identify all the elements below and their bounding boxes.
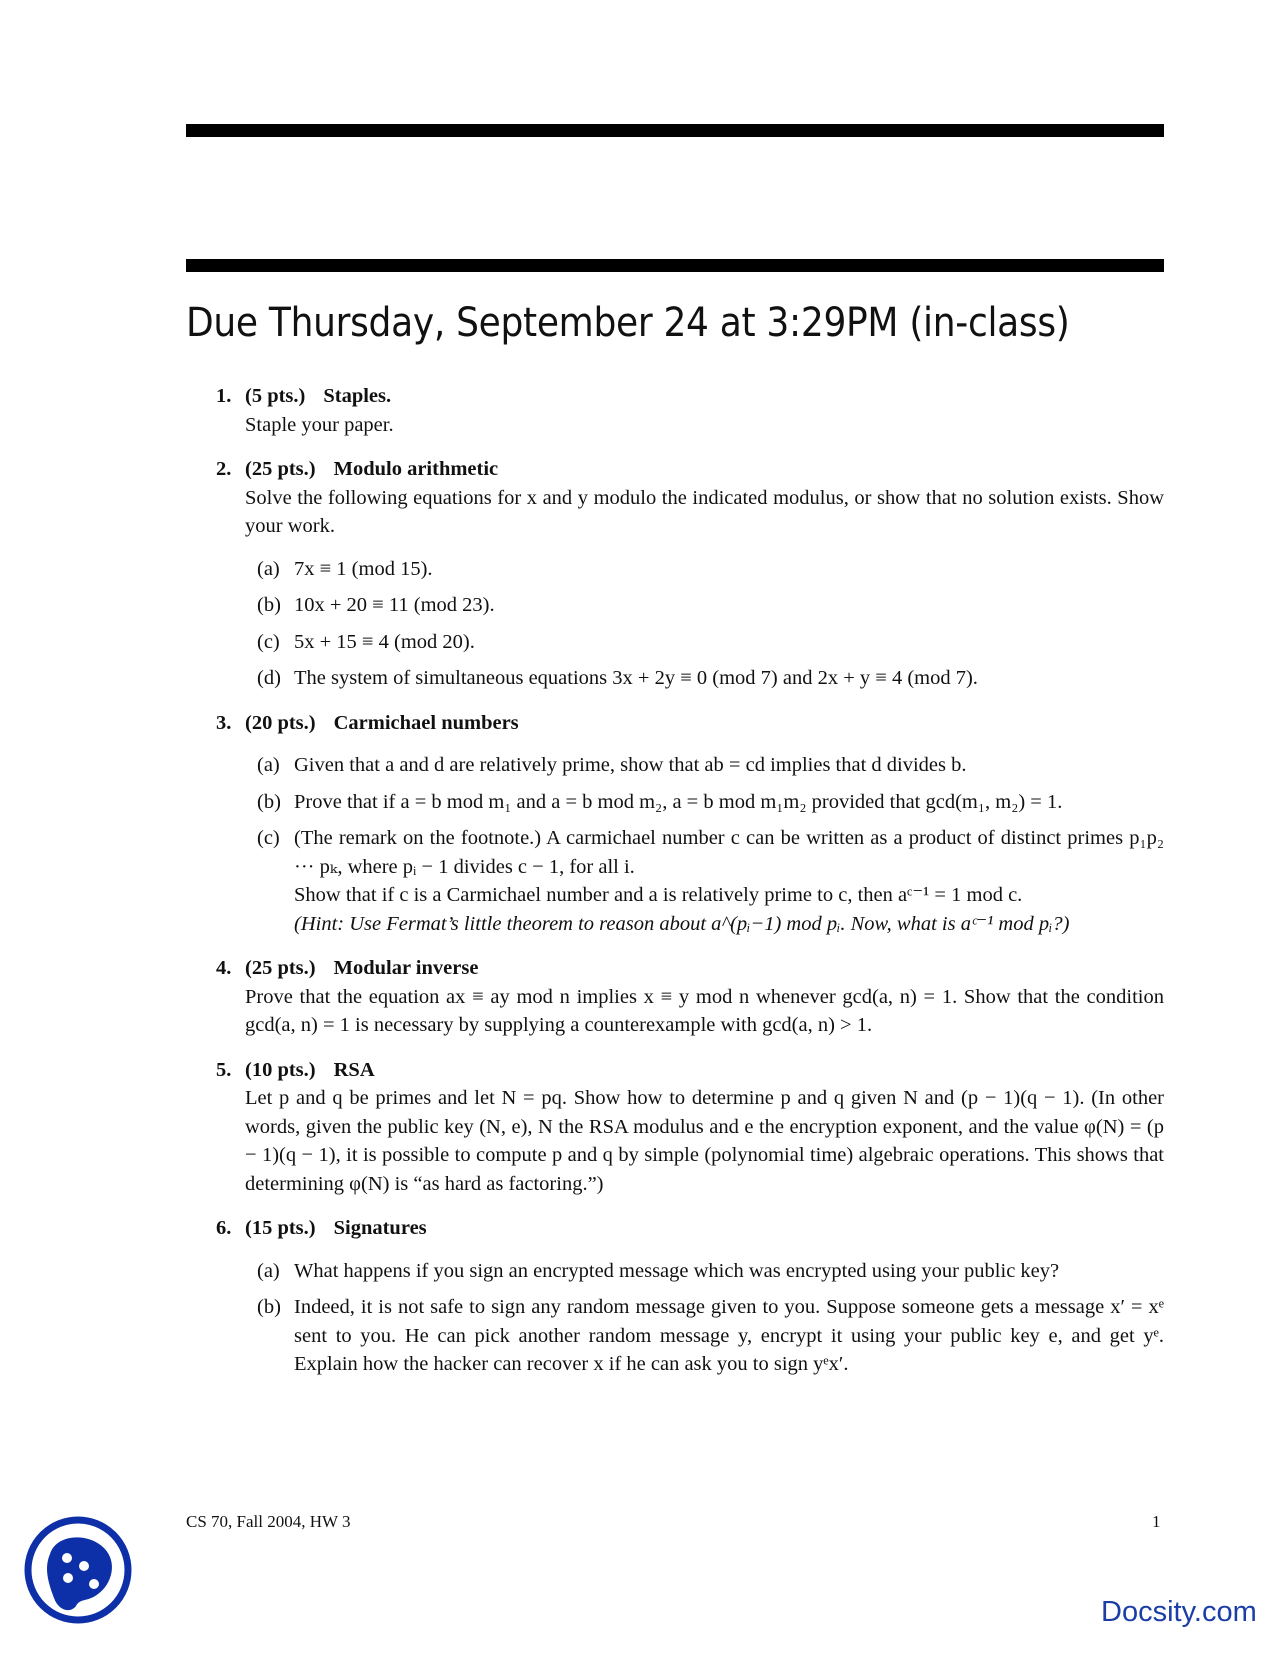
problem-header — [216, 382, 1164, 411]
part-label: (d) — [257, 667, 281, 689]
problem-title: Staples. — [323, 385, 392, 407]
problem-list — [216, 382, 1164, 1395]
part-label: (a) — [257, 754, 280, 776]
footer-page-number: 1 — [1152, 1512, 1161, 1531]
problem-points: (25 pts.) — [245, 957, 316, 979]
brand-watermark[interactable]: Docsity.com — [1101, 1596, 1257, 1628]
part-text: 5x + 15 ≡ 4 (mod 20). — [294, 630, 475, 653]
logo-dot — [63, 1573, 73, 1583]
part-text: The system of simultaneous equations 3x + 2y ≡ 0 (mod 7) and 2x + y ≡ 4 (mod 7). — [294, 667, 978, 689]
part-text: 7x ≡ 1 (mod 15). — [294, 557, 433, 580]
sub-parts — [257, 751, 1164, 938]
problem-body: Let p and q be primes and let N = pq. Show how to determine p and q given N and (p − 1)(q − 1). (In other words, given the public key (N, e), N the RSA modulus and e the encryption exponent, and the value φ(N) = (p − 1)(q − 1), it is possible to compute p and q by simple (polynomial time) algebraic operations. This shows that determining φ(N) is “as hard as factoring.”) — [245, 1087, 1164, 1195]
problem-title: Carmichael numbers — [333, 711, 519, 734]
part-3b — [257, 788, 1164, 817]
part-text: 10x + 20 ≡ 11 (mod 23). — [294, 594, 495, 616]
part-text: Given that a and d are relatively prime, show that ab = cd implies that d divides b. — [294, 754, 967, 776]
due-date-heading: Due Thursday, September 24 at 3:29PM (in-class) — [186, 300, 1070, 346]
top-rule — [186, 124, 1164, 137]
bottom-rule — [186, 259, 1164, 272]
part-label: (b) — [257, 1296, 281, 1318]
part-label: (a) — [257, 557, 280, 580]
problem-2 — [216, 455, 1164, 693]
problem-title: Modular inverse — [333, 957, 479, 979]
problem-header — [216, 709, 1164, 738]
problem-points: (10 pts.) — [245, 1058, 316, 1081]
part-text-block — [294, 824, 1164, 938]
problem-body: Prove that the equation ax ≡ ay mod n implies x ≡ y mod n whenever gcd(a, n) = 1. Show that the condition gcd(a, n) = 1 is necessary by supplying a counterexample with gcd(a, n) > 1. — [245, 985, 1164, 1036]
part-label: (b) — [257, 790, 281, 813]
logo-dot — [89, 1579, 99, 1589]
problem-header — [216, 954, 1164, 983]
problem-4 — [216, 954, 1164, 1040]
part-3a — [257, 751, 1164, 780]
problem-1 — [216, 382, 1164, 439]
problem-3 — [216, 709, 1164, 939]
problem-number: 6. — [216, 1217, 232, 1239]
logo-dot — [62, 1553, 72, 1563]
part-2c — [257, 628, 1164, 657]
logo-dot — [79, 1561, 89, 1571]
hint-text: (Hint: Use Fermat’s little theorem to reason about a^(pᵢ−1) mod pᵢ. Now, what is aᶜ⁻¹ mod pᵢ?) — [294, 912, 1070, 935]
problem-number: 4. — [216, 957, 232, 979]
problem-5 — [216, 1056, 1164, 1199]
problem-header — [216, 1056, 1164, 1085]
part-2a — [257, 555, 1164, 584]
problem-body: Solve the following equations for x and y modulo the indicated modulus, or show that no solution exists. Show your work. — [245, 486, 1164, 537]
problem-title: Signatures — [333, 1217, 427, 1239]
part-text: Prove that if a = b mod m₁ and a = b mod m₂, a = b mod m₁m₂ provided that gcd(m₁, m₂) = 1. — [294, 790, 1063, 813]
sub-parts — [257, 1257, 1164, 1379]
problem-number: 1. — [216, 385, 232, 407]
problem-points: (15 pts.) — [245, 1217, 316, 1239]
problem-points: (25 pts.) — [245, 458, 316, 480]
part-text: Indeed, it is not safe to sign any random message given to you. Suppose someone gets a message x′ = xᵉ sent to you. He can pick another random message y, encrypt it using your public key e, and get yᵉ. Explain how the hacker can recover x if he can ask you to sign yᵉx′. — [294, 1296, 1164, 1375]
problem-title: Modulo arithmetic — [333, 458, 499, 480]
problem-points: (5 pts.) — [245, 385, 306, 407]
part-label: (c) — [257, 827, 280, 849]
docsity-logo-icon — [22, 1514, 134, 1626]
part-6a — [257, 1257, 1164, 1286]
part-6b — [257, 1293, 1164, 1379]
problem-6 — [216, 1214, 1164, 1379]
sub-parts — [257, 555, 1164, 693]
problem-number: 5. — [216, 1058, 232, 1081]
problem-number: 2. — [216, 458, 232, 480]
part-label: (c) — [257, 630, 280, 653]
part-2b — [257, 591, 1164, 620]
problem-title: RSA — [333, 1058, 375, 1081]
part-label: (a) — [257, 1259, 280, 1282]
part-label: (b) — [257, 594, 281, 616]
problem-header — [216, 455, 1164, 484]
part-text-continued: Show that if c is a Carmichael number and a is relatively prime to c, then aᶜ⁻¹ = 1 mod c. — [294, 884, 1023, 906]
problem-points: (20 pts.) — [245, 711, 316, 734]
problem-header — [216, 1214, 1164, 1243]
part-3c — [257, 824, 1164, 938]
problem-number: 3. — [216, 711, 232, 734]
part-2d — [257, 664, 1164, 693]
part-text: What happens if you sign an encrypted message which was encrypted using your public key? — [294, 1259, 1060, 1282]
logo-blob — [47, 1537, 112, 1610]
part-text: (The remark on the footnote.) A carmichael number c can be written as a product of distinct primes p₁p₂ ··· pₖ, where pᵢ − 1 divides c − 1, for all i. — [294, 827, 1164, 878]
problem-body: Staple your paper. — [245, 413, 394, 436]
footer-course: CS 70, Fall 2004, HW 3 — [186, 1512, 351, 1531]
